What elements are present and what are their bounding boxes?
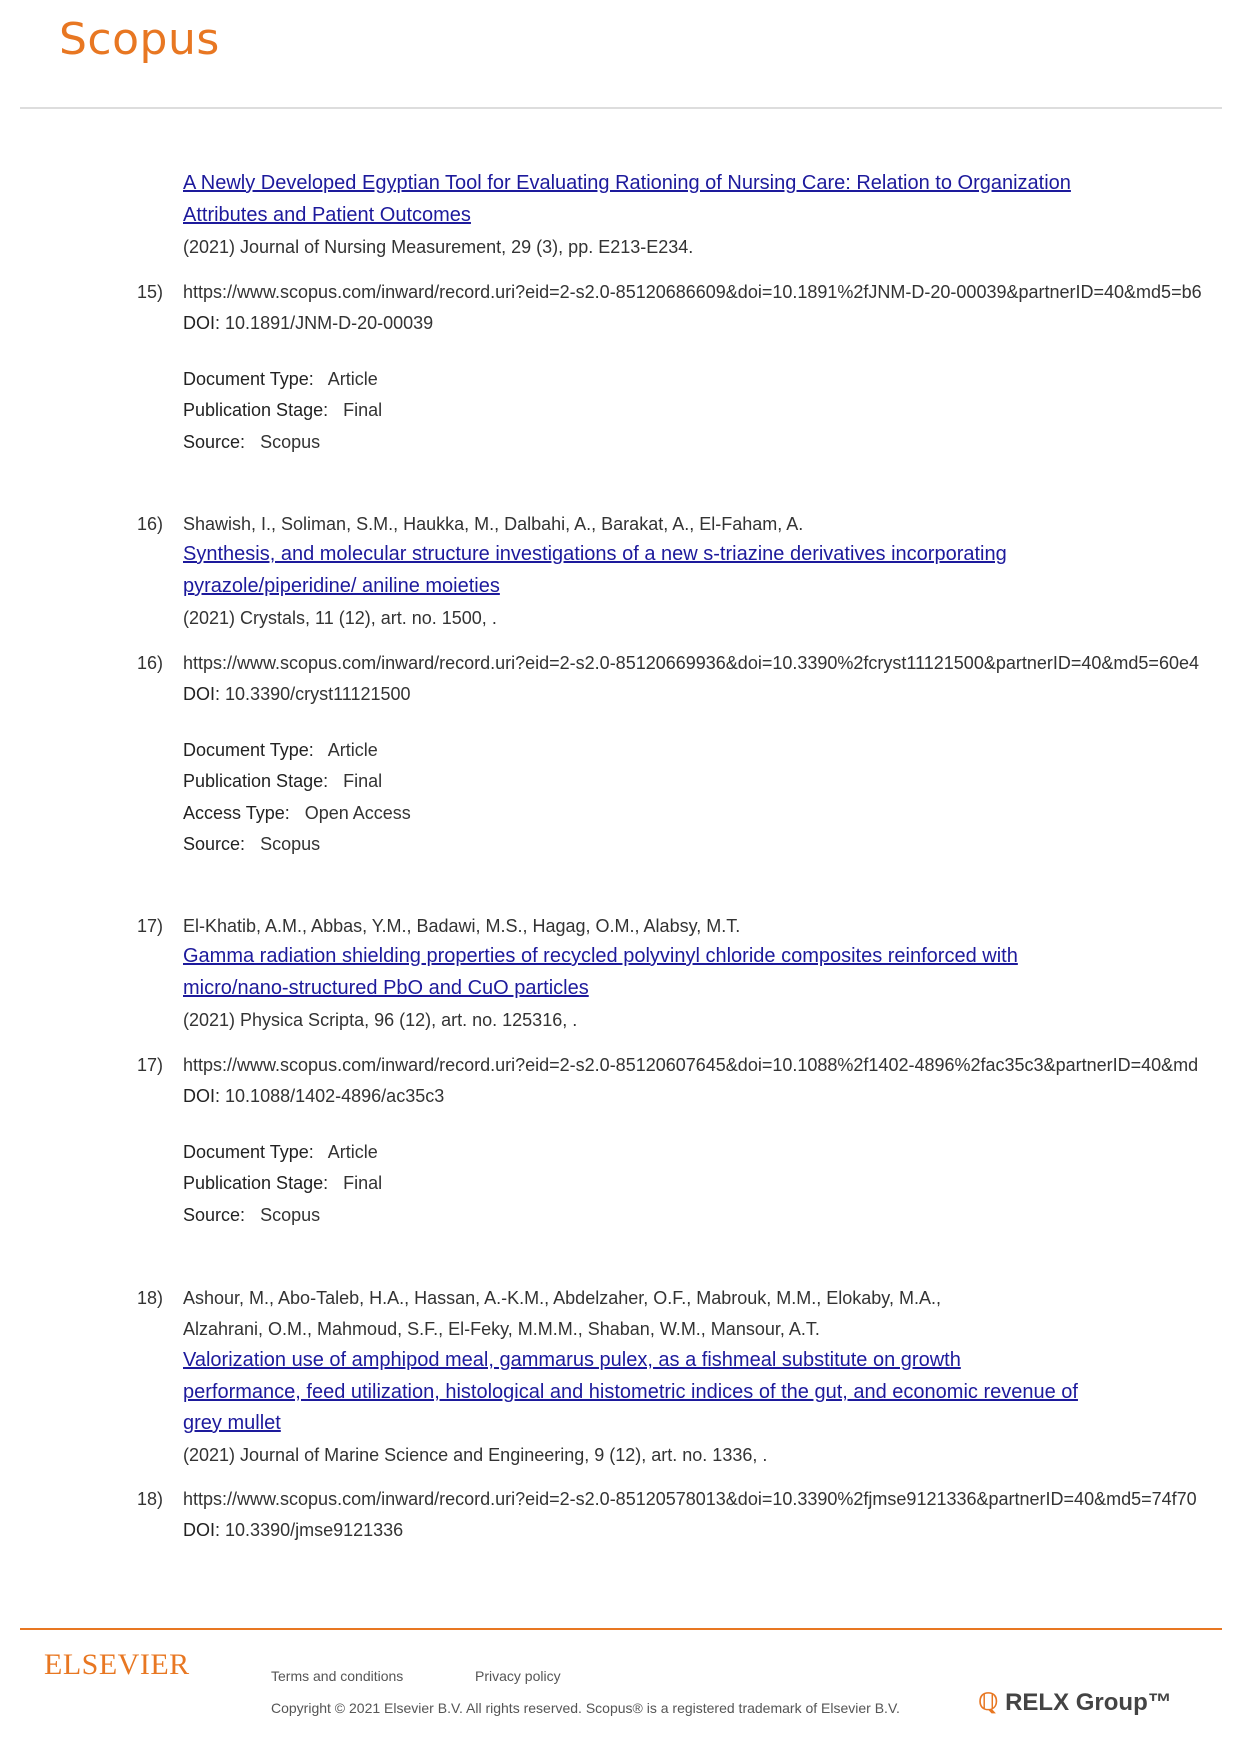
meta-line <box>183 770 382 792</box>
doi-line <box>183 1519 403 1541</box>
record-number: 15) <box>137 282 164 302</box>
privacy-link[interactable]: Privacy policy <box>475 1668 561 1684</box>
doi-value: 10.3390/cryst11121500 <box>225 684 411 704</box>
article-title-link[interactable]: Synthesis, and molecular structure investigations of a new s-triazine derivatives incorporating <box>183 543 1007 565</box>
doi-label: DOI: <box>183 1086 221 1106</box>
record-number: 18) <box>137 1489 164 1509</box>
article-title-link[interactable]: grey mullet <box>183 1412 281 1434</box>
meta-label: Document Type: <box>183 1142 314 1162</box>
header-divider <box>20 107 1222 109</box>
citation: (2021) Journal of Nursing Measurement, 29 (3), pp. E213-E234. <box>183 237 694 257</box>
meta-value: Open Access <box>304 803 411 823</box>
elsevier-logo[interactable]: ELSEVIER <box>44 1648 190 1681</box>
doi-line <box>183 683 411 705</box>
doi-value: 10.1891/JNM-D-20-00039 <box>225 313 434 333</box>
terms-link[interactable]: Terms and conditions <box>271 1668 404 1684</box>
doi-value: 10.1088/1402-4896/ac35c3 <box>225 1086 445 1106</box>
meta-line <box>183 368 378 390</box>
article-title-link[interactable]: pyrazole/piperidine/ aniline moieties <box>183 575 500 597</box>
record-url[interactable]: https://www.scopus.com/inward/record.uri?eid=2-s2.0-85120578013&doi=10.3390%2fjmse9121336&partnerID=40&md5=74f70 <box>183 1489 1197 1509</box>
doi-line <box>183 312 433 334</box>
authors: El-Khatib, A.M., Abbas, Y.M., Badawi, M.S., Hagag, O.M., Alabsy, M.T. <box>183 916 741 936</box>
meta-label: Document Type: <box>183 369 314 389</box>
meta-line <box>183 1141 378 1163</box>
record-url[interactable]: https://www.scopus.com/inward/record.uri?eid=2-s2.0-85120669936&doi=10.3390%2fcryst11121500&partnerID=40&md5=60e4 <box>183 653 1199 673</box>
article-title-link[interactable]: performance, feed utilization, histological and histometric indices of the gut, and economic revenue of <box>183 1381 1078 1403</box>
meta-line <box>183 802 411 824</box>
article-title-link[interactable]: Gamma radiation shielding properties of recycled polyvinyl chloride composites reinforced with <box>183 945 1018 967</box>
meta-value: Article <box>327 1142 378 1162</box>
authors: Ashour, M., Abo-Taleb, H.A., Hassan, A.-K.M., Abdelzaher, O.F., Mabrouk, M.M., Elokaby, M.A., <box>183 1288 941 1308</box>
meta-value: Article <box>327 369 378 389</box>
meta-value: Scopus <box>260 834 321 854</box>
meta-value: Final <box>343 400 383 420</box>
record-number: 16) <box>137 653 164 673</box>
citation: (2021) Physica Scripta, 96 (12), art. no. 125316, . <box>183 1010 578 1030</box>
meta-value: Article <box>327 740 378 760</box>
meta-label: Document Type: <box>183 740 314 760</box>
meta-line <box>183 1204 320 1226</box>
doi-label: DOI: <box>183 1520 221 1540</box>
doi-value: 10.3390/jmse9121336 <box>225 1520 404 1540</box>
meta-label: Publication Stage: <box>183 771 329 791</box>
relx-group-logo[interactable] <box>978 1688 1172 1717</box>
meta-label: Publication Stage: <box>183 1173 329 1193</box>
entry-number: 18) <box>137 1288 164 1308</box>
article-title-link[interactable]: Valorization use of amphipod meal, gammarus pulex, as a fishmeal substitute on growth <box>183 1349 961 1371</box>
authors: Shawish, I., Soliman, S.M., Haukka, M., Dalbahi, A., Barakat, A., El-Faham, A. <box>183 514 804 534</box>
copyright-text: Copyright © 2021 Elsevier B.V. All rights reserved. Scopus® is a registered trademark of Elsevier B.V. <box>271 1700 900 1716</box>
meta-label: Source: <box>183 834 246 854</box>
meta-value: Final <box>343 1173 383 1193</box>
footer-divider <box>20 1628 1222 1630</box>
meta-label: Source: <box>183 432 246 452</box>
citation: (2021) Journal of Marine Science and Engineering, 9 (12), art. no. 1336, . <box>183 1445 768 1465</box>
citation: (2021) Crystals, 11 (12), art. no. 1500, . <box>183 608 497 628</box>
entry-number: 17) <box>137 916 164 936</box>
article-title-link[interactable]: micro/nano-structured PbO and CuO particles <box>183 977 589 999</box>
authors: Alzahrani, O.M., Mahmoud, S.F., El-Feky, M.M.M., Shaban, W.M., Mansour, A.T. <box>183 1319 820 1339</box>
record-url[interactable]: https://www.scopus.com/inward/record.uri?eid=2-s2.0-85120686609&doi=10.1891%2fJNM-D-20-00039&partnerID=40&md5=b6 <box>183 282 1202 302</box>
relx-mark-icon: ℚ <box>978 1689 999 1716</box>
doi-label: DOI: <box>183 313 221 333</box>
meta-label: Publication Stage: <box>183 400 329 420</box>
doi-line <box>183 1085 444 1107</box>
doi-label: DOI: <box>183 684 221 704</box>
meta-line <box>183 739 378 761</box>
meta-label: Source: <box>183 1205 246 1225</box>
meta-value: Scopus <box>260 1205 321 1225</box>
meta-value: Final <box>343 771 383 791</box>
meta-line <box>183 399 382 421</box>
record-url[interactable]: https://www.scopus.com/inward/record.uri?eid=2-s2.0-85120607645&doi=10.1088%2f1402-4896%2fac35c3&partnerID=40&md <box>183 1055 1199 1075</box>
meta-line <box>183 431 320 453</box>
entry-number: 16) <box>137 514 164 534</box>
relx-logo-text: RELX Group™ <box>1005 1689 1172 1716</box>
meta-line <box>183 1172 382 1194</box>
meta-value: Scopus <box>260 432 321 452</box>
scopus-logo[interactable]: Scopus <box>59 14 220 65</box>
article-title-link[interactable]: A Newly Developed Egyptian Tool for Evaluating Rationing of Nursing Care: Relation to Organization <box>183 172 1071 194</box>
meta-line <box>183 833 320 855</box>
record-number: 17) <box>137 1055 164 1075</box>
article-title-link[interactable]: Attributes and Patient Outcomes <box>183 204 471 226</box>
meta-label: Access Type: <box>183 803 290 823</box>
